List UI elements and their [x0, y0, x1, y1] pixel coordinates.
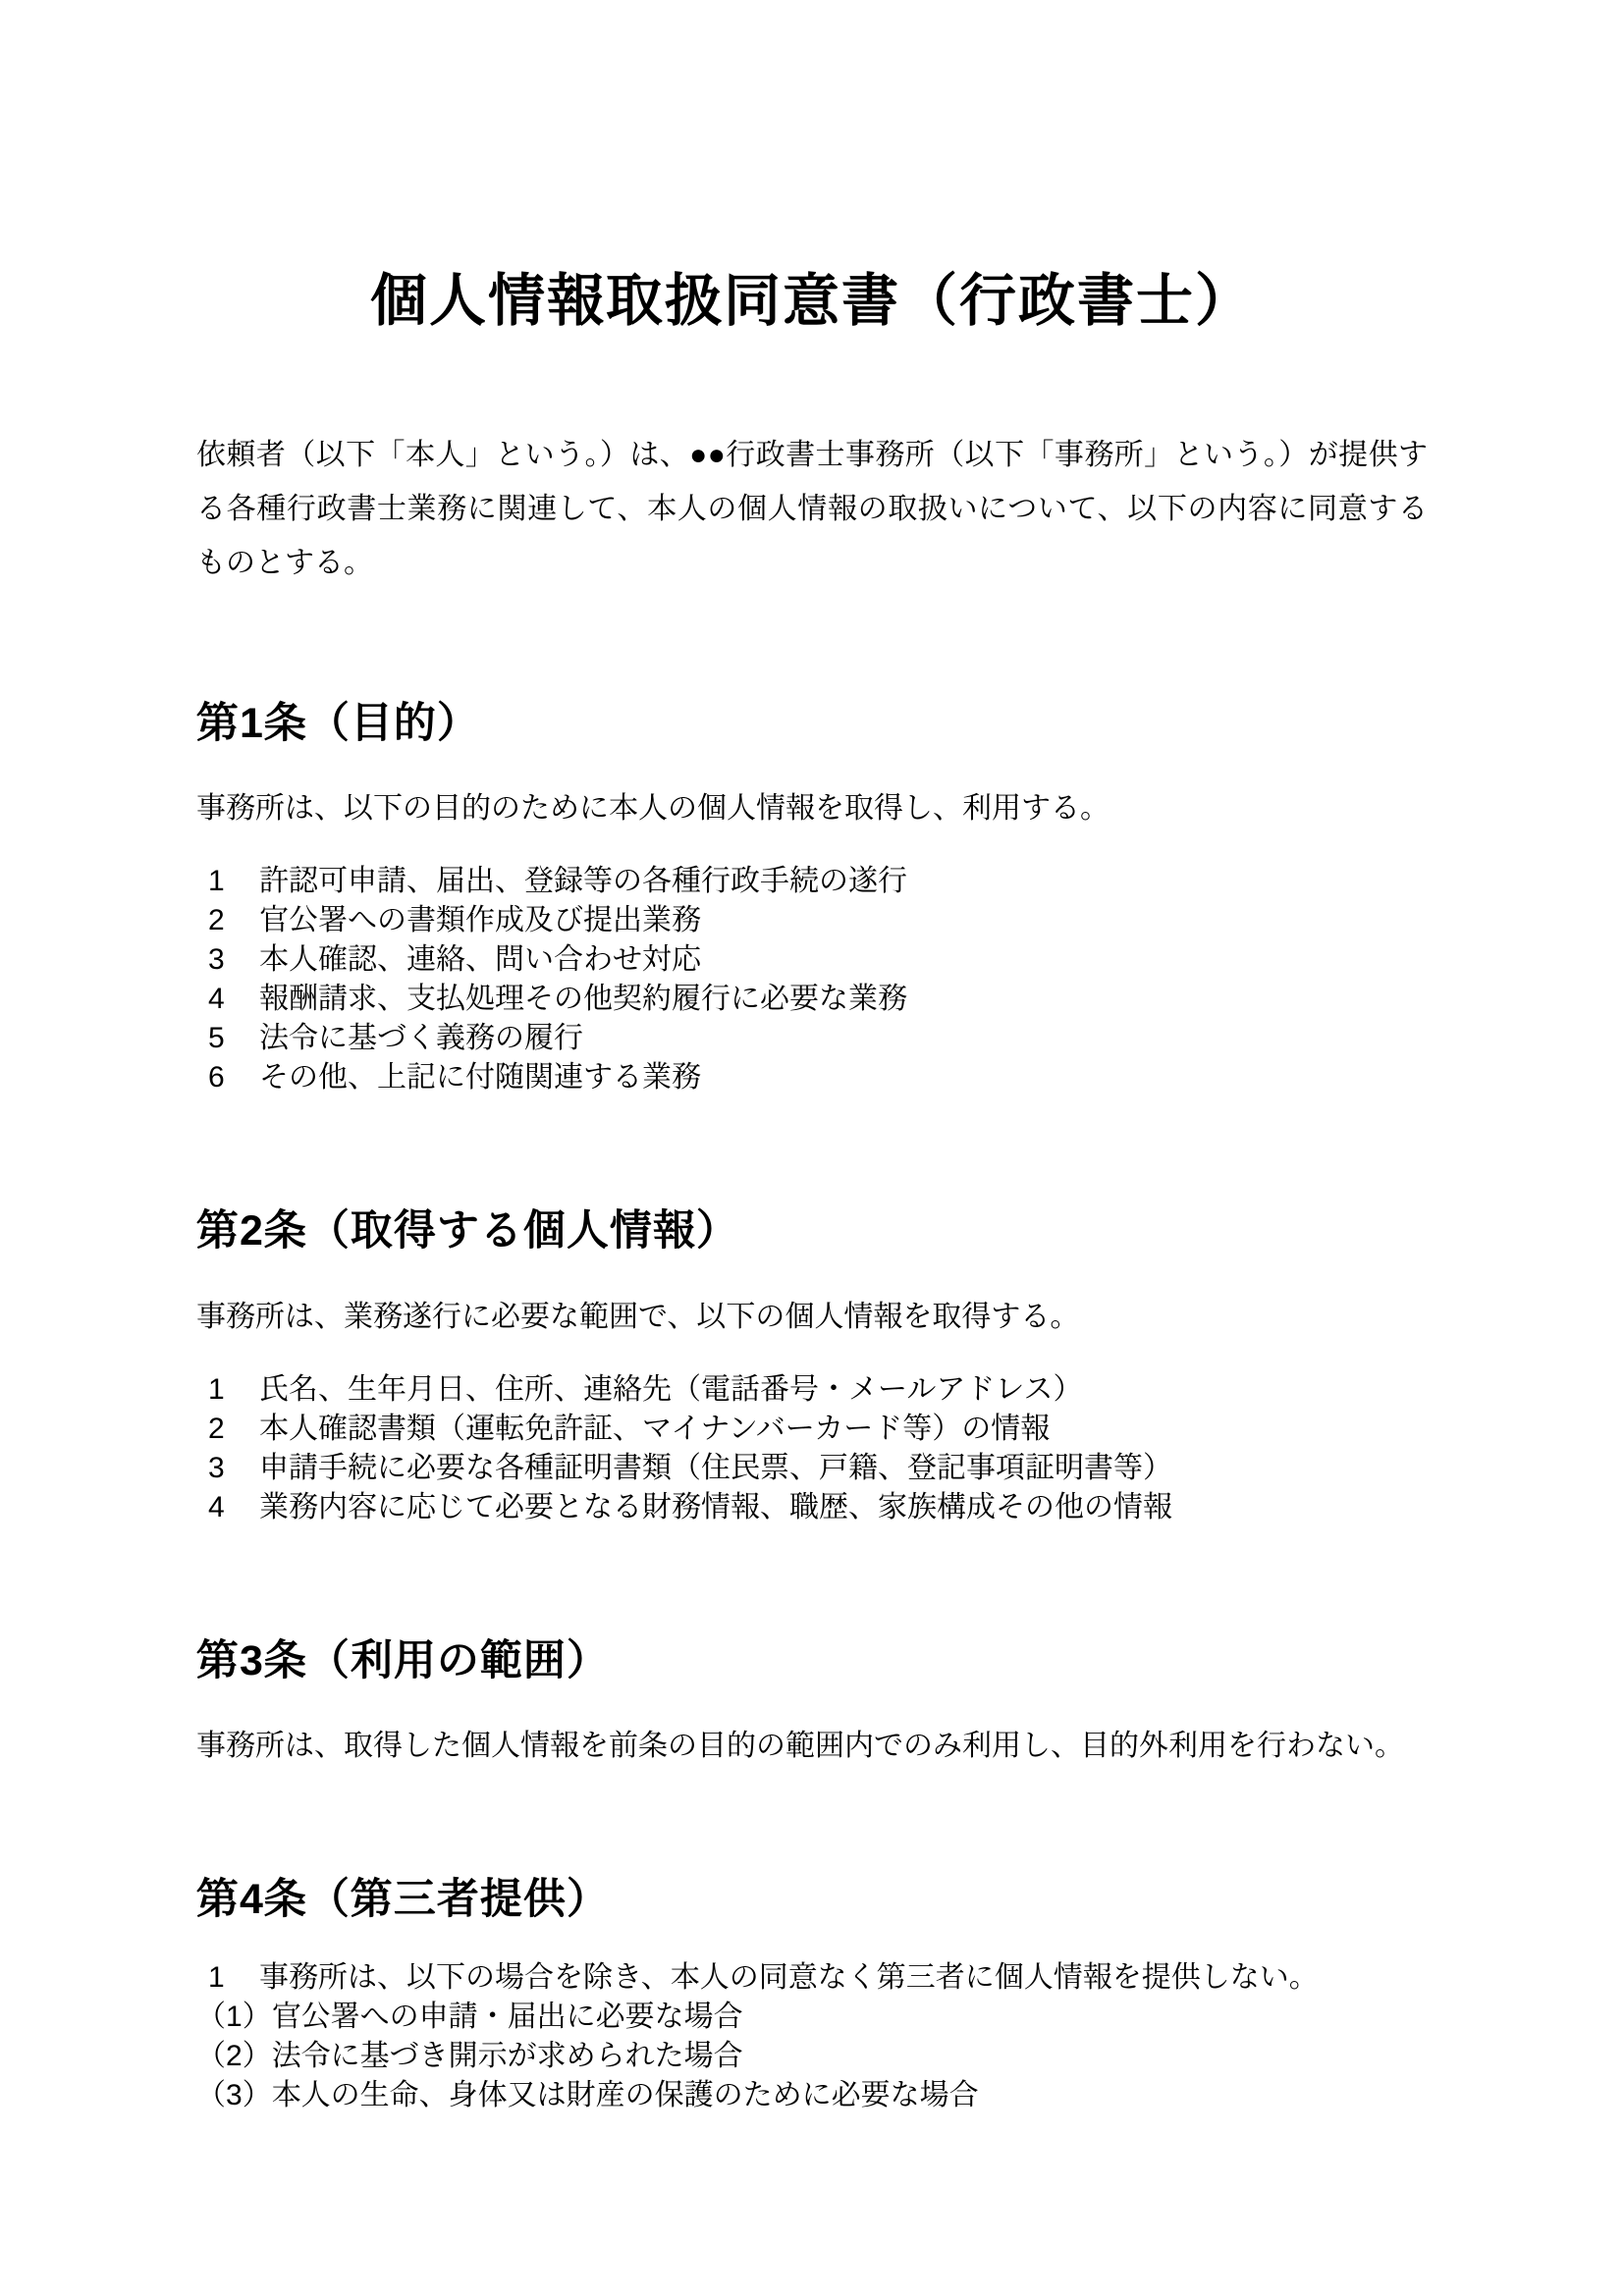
sub-list-item-text: 本人の生命、身体又は財産の保護のために必要な場合 [271, 2078, 979, 2111]
section-1-heading: 第1条（目的） [196, 700, 480, 747]
section-2-heading: 第2条（取得する個人情報） [196, 1207, 739, 1255]
list-item [196, 1370, 1428, 1410]
list-item [196, 862, 1428, 901]
section-4-list [196, 1958, 1428, 2115]
document-title: 個人情報取扱同意書（行政書士） [369, 269, 1254, 333]
intro-paragraph: 依頼者（以下「本人」という。）は、●●行政書士事務所（以下「事務所」という。）が提供する各種行政書士業務に関連して、本人の個人情報の取扱いについて、以下の内容に同意するものとする。 [196, 439, 1428, 579]
list-item-text: 許認可申請、届出、登録等の各種行政手続の遂行 [259, 865, 907, 898]
list-item-text: 法令に基づく義務の履行 [259, 1022, 583, 1055]
sub-list-item-number: （3） [196, 2078, 272, 2111]
list-item-text: 業務内容に応じて必要となる財務情報、職歴、家族構成その他の情報 [259, 1490, 1172, 1523]
section-article-1 [196, 700, 1428, 1097]
section-article-2 [196, 1207, 1428, 1526]
list-item-text: 報酬請求、支払処理その他契約履行に必要な業務 [259, 983, 907, 1016]
list-item [196, 940, 1428, 980]
sub-list-item-number: （2） [196, 2039, 272, 2072]
list-item [196, 1410, 1428, 1449]
section-3-lead: 事務所は、取得した個人情報を前条の目的の範囲内でのみ利用し、目的外利用を行わない。 [196, 1730, 1404, 1763]
sub-list-item [196, 2076, 1428, 2115]
section-2-lead: 事務所は、業務遂行に必要な範囲で、以下の個人情報を取得する。 [196, 1300, 1080, 1333]
list-item-number: 4 [208, 1490, 225, 1523]
sub-list-item-text: 法令に基づき開示が求められた場合 [271, 2039, 743, 2072]
list-item-number: 2 [208, 904, 225, 937]
list-item-number: 1 [208, 1372, 225, 1406]
list-item-number: 5 [208, 1022, 225, 1055]
list-item-number: 1 [208, 1960, 225, 1994]
sub-list-item [196, 1998, 1428, 2037]
list-item [196, 980, 1428, 1019]
list-item-number: 3 [208, 943, 225, 977]
section-1-list [196, 862, 1428, 1097]
section-article-3 [196, 1637, 1428, 1766]
list-item-number: 4 [208, 983, 225, 1016]
list-item [196, 1488, 1428, 1527]
section-3-heading: 第3条（利用の範囲） [196, 1636, 610, 1684]
sub-list-item-number: （1） [196, 2000, 272, 2033]
section-4-heading: 第4条（第三者提供） [196, 1876, 610, 1924]
list-item-text: 事務所は、以下の場合を除き、本人の同意なく第三者に個人情報を提供しない。 [259, 1960, 1319, 1994]
section-1-lead: 事務所は、以下の目的のために本人の個人情報を取得し、利用する。 [196, 792, 1110, 826]
list-item-text: その他、上記に付随関連する業務 [259, 1061, 701, 1095]
list-item [196, 1058, 1428, 1097]
list-item-number: 1 [208, 865, 225, 898]
list-item-text: 本人確認、連絡、問い合わせ対応 [259, 943, 701, 977]
list-item [196, 1019, 1428, 1058]
list-item [196, 901, 1428, 940]
list-item [196, 1449, 1428, 1488]
list-item-number: 3 [208, 1451, 225, 1484]
list-item-text: 申請手続に必要な各種証明書類（住民票、戸籍、登記事項証明書等） [259, 1451, 1172, 1484]
list-item-text: 官公署への書類作成及び提出業務 [259, 904, 701, 937]
sub-list-item [196, 2037, 1428, 2076]
list-item-text: 本人確認書類（運転免許証、マイナンバーカード等）の情報 [259, 1412, 1051, 1445]
section-article-4 [196, 1876, 1428, 2114]
list-item-text: 氏名、生年月日、住所、連絡先（電話番号・メールアドレス） [259, 1372, 1083, 1406]
list-item [196, 1958, 1428, 1998]
list-item-number: 2 [208, 1412, 225, 1445]
sub-list-item-text: 官公署への申請・届出に必要な場合 [271, 2000, 743, 2033]
section-2-list [196, 1370, 1428, 1527]
list-item-number: 6 [208, 1061, 225, 1095]
